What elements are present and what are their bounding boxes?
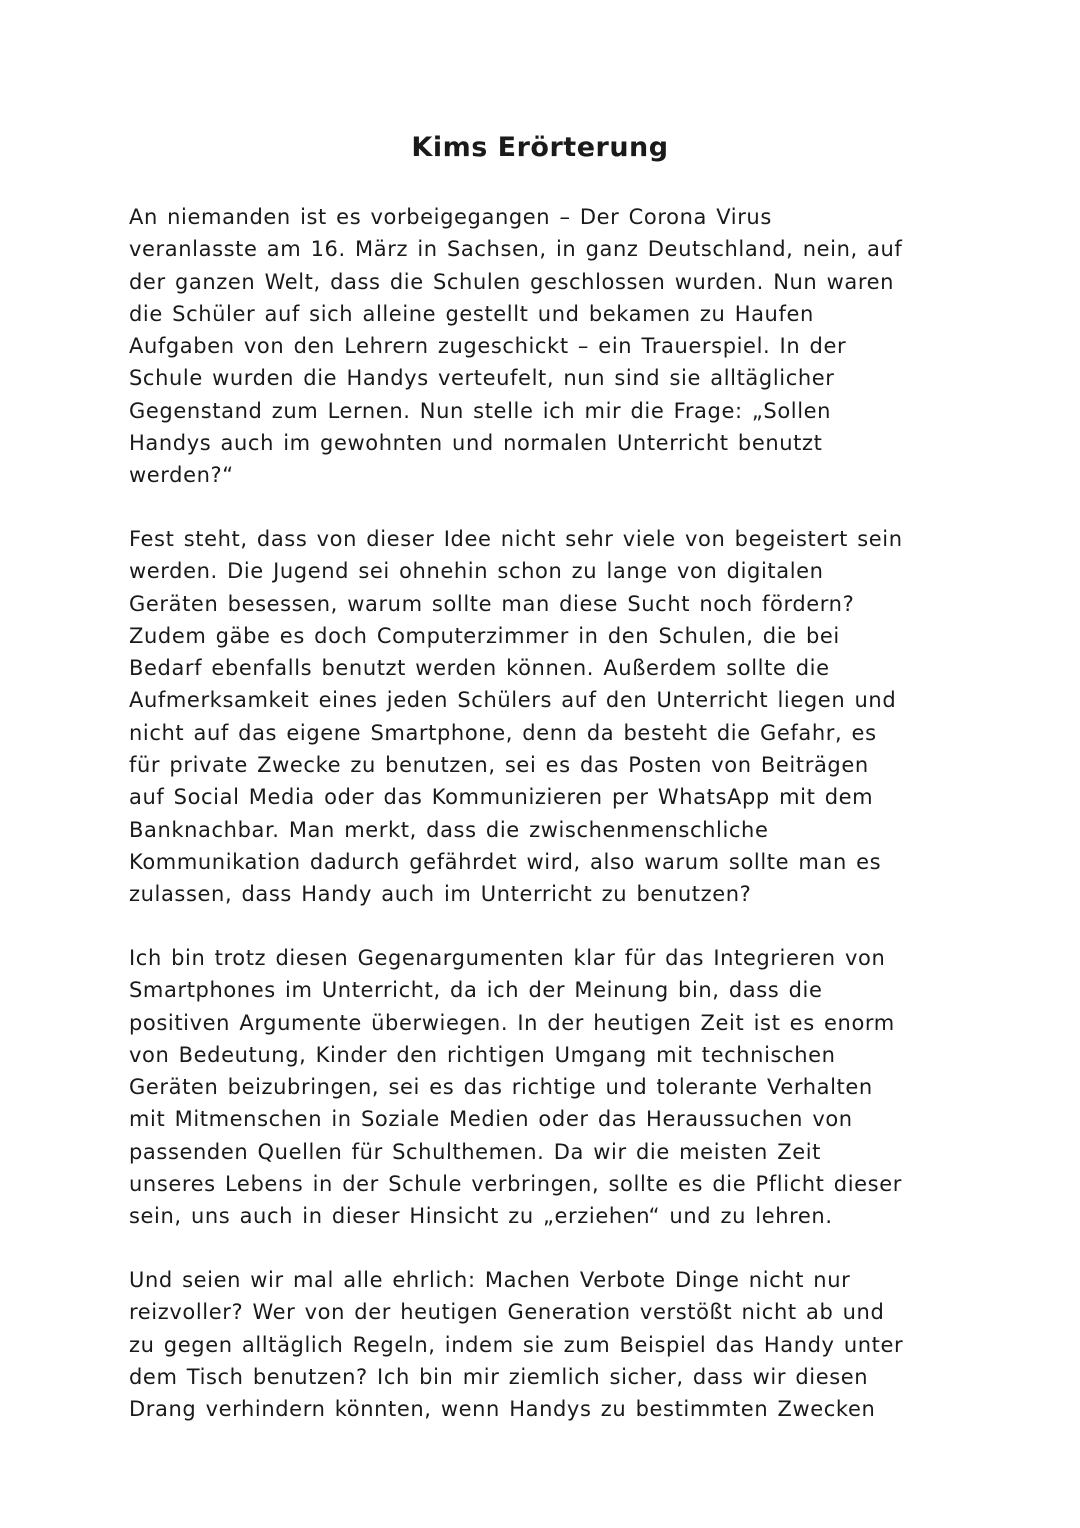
text-line: reizvoller? Wer von der heutigen Generation verstößt nicht ab und — [129, 1300, 885, 1325]
document-title: Kims Erörterung — [411, 132, 669, 163]
paragraph-4 — [129, 1264, 979, 1425]
text-line: Aufgaben von den Lehrern zugeschickt – ein Trauerspiel. In der — [129, 334, 847, 359]
text-line: Aufmerksamkeit eines jeden Schülers auf den Unterricht liegen und — [129, 688, 897, 713]
text-line: nicht auf das eigene Smartphone, denn da besteht die Gefahr, es — [129, 720, 877, 745]
text-line: Smartphones im Unterricht, da ich der Meinung bin, dass die — [129, 978, 823, 1003]
text-line: unseres Lebens in der Schule verbringen, sollte es die Pflicht dieser — [129, 1172, 902, 1197]
text-line: Geräten besessen, warum sollte man diese Sucht noch fördern? — [129, 591, 855, 616]
text-line: dem Tisch benutzen? Ich bin mir ziemlich sicher, dass wir diesen — [129, 1364, 869, 1389]
text-line: werden. Die Jugend sei ohnehin schon zu lange von digitalen — [129, 559, 824, 584]
text-line: Schule wurden die Handys verteufelt, nun sind sie alltäglicher — [129, 366, 835, 391]
text-line: Fest steht, dass von dieser Idee nicht sehr viele von begeistert sein — [129, 527, 903, 551]
text-line: Geräten beizubringen, sei es das richtige und tolerante Verhalten — [129, 1075, 873, 1100]
text-line: zulassen, dass Handy auch im Unterricht zu benutzen? — [129, 882, 752, 907]
text-line: der ganzen Welt, dass die Schulen geschlossen wurden. Nun waren — [129, 269, 895, 294]
text-line: Zudem gäbe es doch Computerzimmer in den Schulen, die bei — [129, 623, 840, 648]
text-line: Ich bin trotz diesen Gegenargumenten klar für das Integrieren von — [129, 946, 886, 970]
text-line: Gegenstand zum Lernen. Nun stelle ich mir die Frage: „Sollen — [129, 398, 832, 423]
text-line: die Schüler auf sich alleine gestellt und bekamen zu Haufen — [129, 301, 814, 326]
text-line: An niemanden ist es vorbeigegangen – Der Corona Virus — [129, 205, 772, 229]
text-line: sein, uns auch in dieser Hinsicht zu „erziehen“ und zu lehren. — [129, 1204, 833, 1229]
text-line: zu gegen alltäglich Regeln, indem sie zum Beispiel das Handy unter — [129, 1332, 904, 1357]
text-line: von Bedeutung, Kinder den richtigen Umgang mit technischen — [129, 1042, 836, 1067]
text-line: werden?“ — [129, 463, 234, 488]
text-line: Handys auch im gewohnten und normalen Unterricht benutzt — [129, 431, 823, 456]
text-line: veranlasste am 16. März in Sachsen, in ganz Deutschland, nein, auf — [129, 237, 903, 262]
paragraph-3 — [129, 942, 979, 1233]
text-line: Kommunikation dadurch gefährdet wird, also warum sollte man es — [129, 849, 882, 874]
text-line: Bedarf ebenfalls benutzt werden können. Außerdem sollte die — [129, 656, 830, 681]
text-line: auf Social Media oder das Kommunizieren per WhatsApp mit dem — [129, 785, 874, 810]
text-line: für private Zwecke zu benutzen, sei es das Posten von Beiträgen — [129, 753, 869, 778]
text-line: mit Mitmenschen in Soziale Medien oder das Heraussuchen von — [129, 1107, 853, 1132]
text-line: Banknachbar. Man merkt, dass die zwischenmenschliche — [129, 817, 769, 842]
text-line: positiven Argumente überwiegen. In der heutigen Zeit ist es enorm — [129, 1010, 895, 1035]
text-line: passenden Quellen für Schulthemen. Da wir die meisten Zeit — [129, 1139, 821, 1164]
paragraph-2 — [129, 523, 979, 911]
text-line: Drang verhindern könnten, wenn Handys zu bestimmten Zwecken — [129, 1397, 876, 1422]
paragraph-1 — [129, 201, 979, 492]
text-line: Und seien wir mal alle ehrlich: Machen Verbote Dinge nicht nur — [129, 1268, 851, 1292]
